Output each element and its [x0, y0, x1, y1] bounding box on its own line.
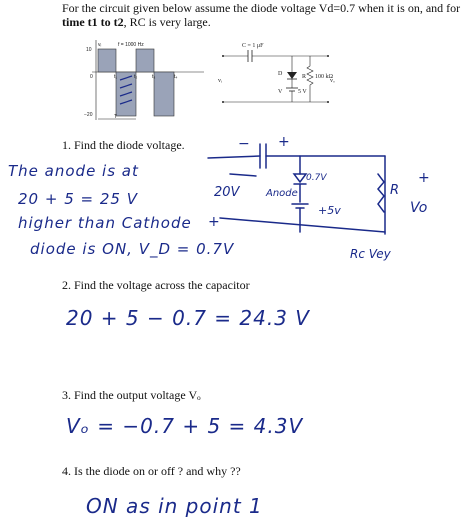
sketch-07v: 0.7V [306, 173, 327, 183]
circuit-vo-label: vₒ [330, 78, 335, 84]
header-rest: , RC is very large. [123, 15, 211, 29]
sketch-r: R [390, 183, 400, 198]
sketch-20v: 20V [214, 185, 240, 200]
question-2: 2. Find the voltage across the capacitor [62, 278, 250, 292]
sketch-minus: − [238, 136, 250, 152]
handdrawn-circuit-sketch [200, 134, 450, 264]
wave-vi-label: vᵢ [98, 42, 102, 48]
answer-3: Vₒ = −0.7 + 5 = 4.3V [66, 414, 304, 438]
answer-2: 20 + 5 − 0.7 = 24.3 V [66, 306, 310, 330]
circuit-vi-label: vᵢ [218, 78, 222, 84]
wave-t1: t₁ [114, 74, 118, 80]
circuit-diode-label: D [278, 71, 283, 77]
header-line-2 [62, 15, 211, 29]
wave-y-bottom: −20 [84, 112, 93, 118]
wave-t3: t₃ [152, 74, 156, 80]
sketch-5v: +5v [318, 204, 341, 217]
answer-1-line-4: diode is ON, V_D = 0.7V [30, 240, 235, 258]
header-bold-time: time t1 to t2 [62, 15, 124, 29]
sketch-anode: Anode [266, 188, 298, 199]
sketch-rc-vey: Rc Vey [350, 247, 391, 261]
wave-y-top: 10 [86, 47, 92, 53]
header-line-1: For the circuit given below assume the diode voltage Vd=0.7 when it is on, and for [62, 1, 461, 15]
answer-1-line-1: The anode is at [8, 162, 139, 180]
answer-4: ON as in point 1 [86, 494, 263, 518]
question-3: 3. Find the output voltage Vₒ [62, 388, 201, 402]
circuit-cap-label: C = 1 μF [242, 43, 264, 49]
input-waveform [84, 40, 204, 120]
answer-1-line-3: higher than Cathode [18, 214, 192, 232]
wave-period: T [114, 114, 118, 120]
question-1: 1. Find the diode voltage. [62, 138, 185, 152]
question-4: 4. Is the diode on or off ? and why ?? [62, 464, 241, 478]
circuit-batt-label: 5 V [298, 89, 307, 95]
wave-zero: 0 [90, 74, 93, 80]
circuit-res-label: 100 kΩ [315, 74, 333, 80]
answer-1-line-2: 20 + 5 = 25 V [18, 190, 138, 208]
circuit-r-label: R [302, 74, 307, 80]
sketch-plus-right: + [418, 170, 430, 186]
circuit-v-label: V [278, 89, 283, 95]
wave-freq-label: f = 1000 Hz [118, 42, 144, 48]
sketch-plus: + [278, 134, 290, 150]
sketch-vo: Vo [410, 200, 428, 216]
wave-t2: t₂ [134, 74, 138, 80]
sketch-plus-left: + [208, 214, 220, 230]
clamper-circuit [218, 42, 338, 107]
wave-t4: t₄ [174, 74, 178, 80]
